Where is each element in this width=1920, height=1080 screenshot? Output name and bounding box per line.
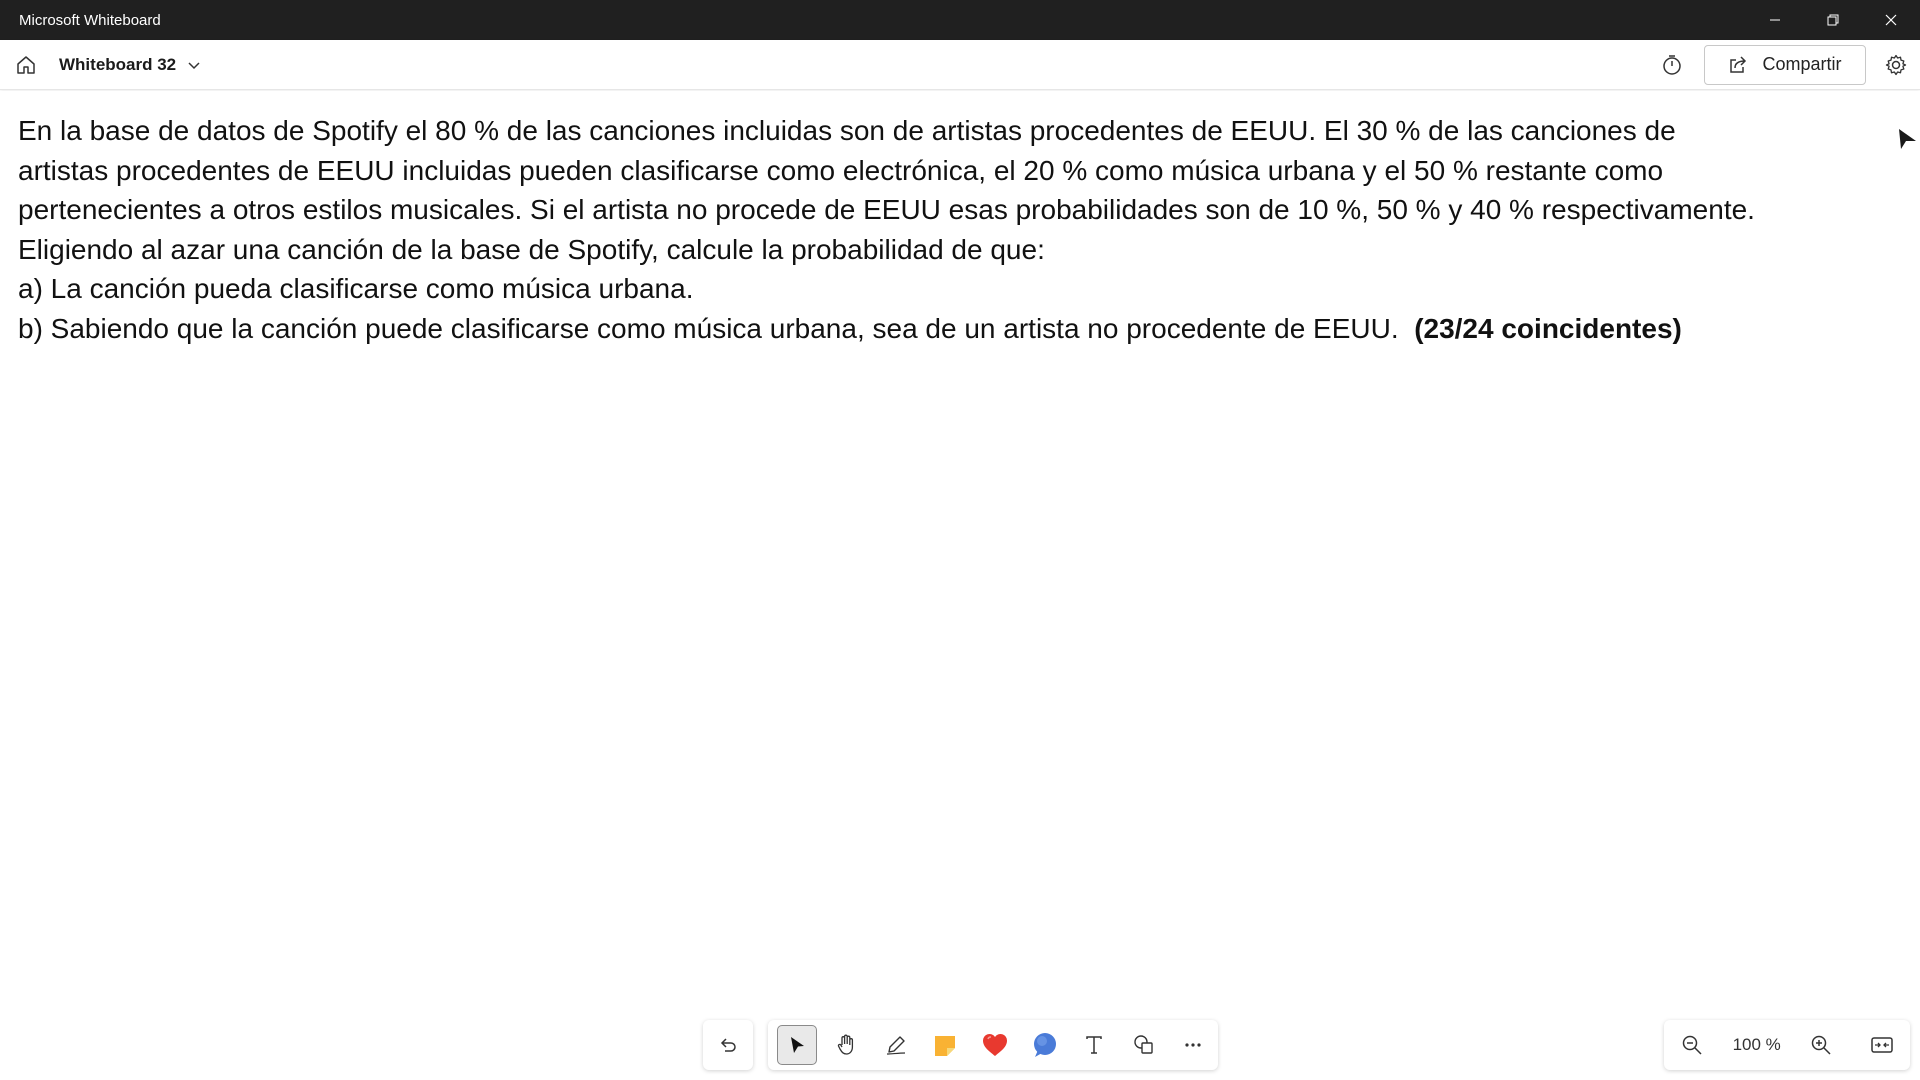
app-header	[0, 40, 1920, 90]
app-title: Microsoft Whiteboard	[19, 11, 161, 29]
share-label: Compartir	[1762, 54, 1842, 74]
board-title[interactable]: Whiteboard 32	[59, 54, 177, 74]
undo-toolbar	[703, 1020, 753, 1070]
text-line-3: pertenecientes a otros estilos musicales. Si el artista no procede de EEUU esas probabilidades son de 10 %, 50 % y 40 % respectivamente.	[18, 194, 1755, 225]
home-icon	[15, 54, 37, 76]
text-box[interactable]	[18, 111, 1898, 348]
gear-icon	[1884, 53, 1908, 77]
select-tool[interactable]	[772, 1020, 822, 1070]
reaction-tool[interactable]	[970, 1020, 1020, 1070]
shapes-icon	[1132, 1033, 1156, 1057]
restore-icon	[1827, 14, 1839, 26]
timer-button[interactable]	[1656, 49, 1688, 81]
chevron-down-icon	[186, 57, 202, 73]
zoom-in-icon	[1810, 1034, 1832, 1056]
zoom-level[interactable]: 100 %	[1732, 1035, 1781, 1054]
title-bar	[0, 0, 1920, 40]
undo-icon	[717, 1034, 739, 1056]
restore-button[interactable]	[1804, 0, 1862, 40]
whiteboard-canvas[interactable]	[0, 91, 1920, 1080]
more-icon	[1182, 1034, 1204, 1056]
settings-button[interactable]	[1880, 49, 1912, 81]
shapes-tool[interactable]	[1119, 1020, 1169, 1070]
more-tools-button[interactable]	[1169, 1020, 1219, 1070]
close-button[interactable]	[1862, 0, 1920, 40]
text-tool[interactable]	[1069, 1020, 1119, 1070]
hand-tool[interactable]	[822, 1020, 872, 1070]
board-menu-button[interactable]	[184, 55, 204, 75]
comment-icon	[1031, 1031, 1059, 1059]
share-icon	[1728, 55, 1748, 75]
creation-toolbar	[768, 1020, 1218, 1070]
fit-to-screen-button[interactable]	[1862, 1025, 1902, 1065]
text-line-2: artistas procedentes de EEUU incluidas pueden clasificarse como electrónica, el 20 % como música urbana y el 50 % restante como	[18, 154, 1664, 186]
text-line-1: En la base de datos de Spotify el 80 % de las canciones incluidas son de artistas procedentes de EEUU. El 30 % de las canciones de	[18, 115, 1676, 146]
text-line-5: a) La canción pueda clasificarse como música urbana.	[18, 273, 694, 304]
select-icon	[786, 1034, 808, 1056]
text-line-6-bold: (23/24 coincidentes)	[1414, 312, 1682, 344]
text-line-6-body: b) Sabiendo que la canción puede clasificarse como música urbana, sea de un artista no procedente de EEUU.	[18, 312, 1399, 344]
zoom-out-icon	[1681, 1034, 1703, 1056]
text-line-6	[18, 309, 1898, 349]
heart-reaction-icon	[981, 1032, 1009, 1058]
pen-tool[interactable]	[871, 1020, 921, 1070]
zoom-toolbar	[1664, 1020, 1910, 1070]
text-line-4: Eligiendo al azar una canción de la base de Spotify, calcule la probabilidad de que:	[18, 233, 1045, 265]
zoom-in-button[interactable]	[1801, 1025, 1841, 1065]
comment-tool[interactable]	[1020, 1020, 1070, 1070]
window-controls	[1746, 0, 1920, 40]
text-icon	[1083, 1034, 1105, 1056]
play-arrow-icon[interactable]	[1896, 127, 1918, 153]
minimize-icon	[1769, 14, 1781, 26]
timer-icon	[1661, 54, 1683, 76]
sticky-note-tool[interactable]	[921, 1020, 971, 1070]
minimize-button[interactable]	[1746, 0, 1804, 40]
undo-button[interactable]	[703, 1020, 753, 1070]
hand-icon	[834, 1033, 858, 1057]
close-icon	[1885, 14, 1897, 26]
fit-to-screen-icon	[1870, 1033, 1894, 1057]
zoom-out-button[interactable]	[1672, 1025, 1712, 1065]
pen-icon	[884, 1033, 908, 1057]
sticky-note-icon	[932, 1032, 958, 1058]
home-button[interactable]	[11, 50, 41, 80]
share-button[interactable]	[1704, 45, 1866, 85]
